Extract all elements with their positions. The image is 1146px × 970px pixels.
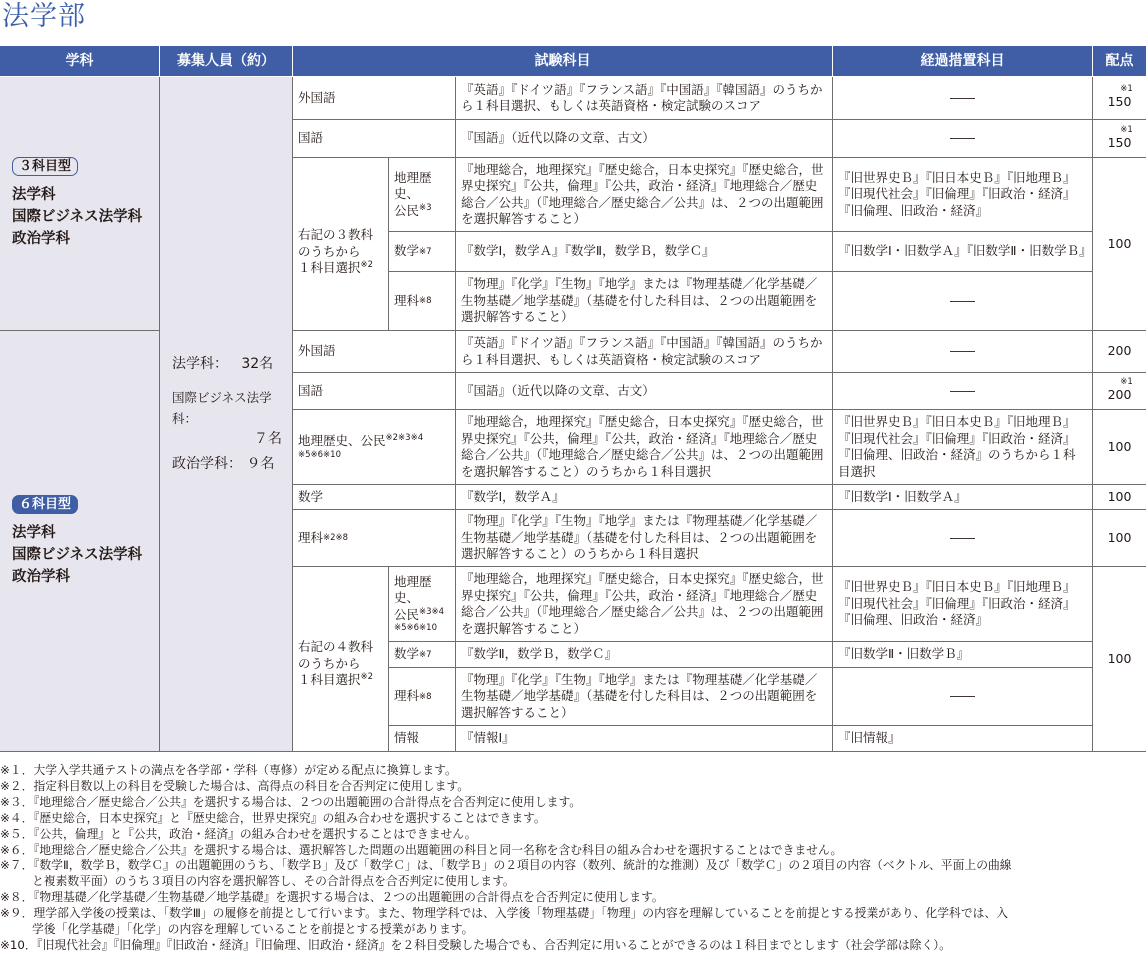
type6-geo-points: 100 (1093, 410, 1146, 485)
type6-group-geo-name (389, 567, 456, 642)
type3-badge: ３科目型 (12, 157, 78, 176)
type6-foreign-subject: 『英語』『ドイツ語』『フランス語』『中国語』『韓国語』のうちから１科目選択、もしくは英語資格・検定試験のスコア (456, 331, 833, 373)
type3-foreign-points-cell (1093, 77, 1146, 120)
type6-group-line3: １科目選択 (298, 672, 361, 688)
type6-group-math-label: 数学 (394, 646, 420, 662)
type6-group-science-label: 理科 (394, 688, 420, 704)
type6-foreign-name: 外国語 (293, 331, 456, 373)
type3-foreign-transitional: ―― (833, 77, 1093, 120)
type3-math-name: 数学 ※7 (389, 232, 456, 272)
type3-group-line2: のうちから (298, 243, 361, 259)
type6-group-geo-transitional: 『旧世界史Ｂ』『旧日本史Ｂ』『旧地理Ｂ』『旧現代社会』『旧倫理』『旧政治・経済』『旧倫理、旧政治・経済』 (833, 567, 1093, 642)
type6-geo-subject: 『地理総合，地理探究』『歴史総合，日本史探究』『歴史総合，世界史探究』『公共，倫理』『公共，政治・経済』『地理総合／歴史総合／公共』（『地理総合／歴史総合／公共』は、２つの出題範囲を選択解答すること）のうちから１科目選択 (456, 410, 833, 485)
type6-group-note: ※2 (360, 672, 374, 683)
type6-group-geo-note2: ※5※6※10 (394, 623, 437, 634)
footnote-3: ※３．『地理総合／歴史総合／公共』を選択する場合は、２つの出題範囲の合計得点を合否判定に使用します。 (0, 794, 582, 809)
type6-japanese-points-cell (1093, 373, 1146, 410)
type6-dept-cell (0, 331, 160, 752)
type3-science-name: 理科 ※8 (389, 272, 456, 331)
type6-math-name: 数学 (293, 485, 456, 510)
type6-group-math-subject: 『数学Ⅱ，数学Ｂ，数学Ｃ』 (456, 642, 833, 668)
type6-group-science-subject: 『物理』『化学』『生物』『地学』または『物理基礎／化学基礎／生物基礎／地学基礎』（基礎を付した科目は、２つの出題範囲を選択解答すること） (456, 668, 833, 726)
enrollment-pol-label: 政治学科： (172, 455, 242, 472)
type6-group-math-transitional: 『旧数学Ⅱ・旧数学Ｂ』 (833, 642, 1093, 668)
type3-dept-intl: 国際ビジネス法学科 (12, 209, 143, 225)
type6-geo-label: 地理歴史、公民 (298, 433, 386, 449)
type3-science-subject: 『物理』『化学』『生物』『地学』または『物理基礎／化学基礎／生物基礎／地学基礎』（基礎を付した科目は、２つの出題範囲を選択解答すること） (456, 272, 833, 331)
type3-group-line3: １科目選択 (298, 260, 361, 276)
type6-group-geo-name1: 地理歴史、 (394, 573, 432, 606)
footnotes (0, 763, 1146, 954)
footnote-2: ※２．指定科目数以上の科目を受験した場合は、高得点の科目を合否判定に使用します。 (0, 778, 470, 793)
footnote-9: ※９．理学部入学後の授業は、「数学Ⅲ」の履修を前提として行います。また、物理学科では、入学後「物理基礎」「物理」の内容を理解していることを前提とする授業があり、化学科では、入 (0, 906, 1009, 921)
type3-group-note: ※2 (360, 260, 374, 271)
type6-group-info-name: 情報 (389, 726, 456, 752)
header-dept: 学科 (0, 46, 160, 77)
type6-geo-name-wrap (298, 433, 423, 450)
type3-math-label: 数学 (394, 243, 420, 259)
type6-group-geo-name2-wrap (394, 607, 444, 624)
exam-subjects-table (0, 46, 1146, 752)
type3-group-line1: 右記の３教科 (298, 227, 374, 243)
type3-foreign-subject: 『英語』『ドイツ語』『フランス語』『中国語』『韓国語』のうちから１科目選択、もしくは英語資格・検定試験のスコア (456, 77, 833, 120)
type3-geo-name (389, 158, 456, 232)
type6-foreign-points: 200 (1093, 331, 1146, 373)
enrollment-law-label: 法学科： (172, 355, 228, 372)
header-subjects: 試験科目 (293, 46, 833, 77)
type3-dept-law: 法学科 (12, 187, 56, 203)
footnote-7-cont: と複素数平面）のうち３項目の内容を選択解答し、その合計得点を合否判定に使用します。 (32, 874, 515, 889)
type3-geo-note: ※3 (419, 202, 432, 213)
footnote-10: ※10．『旧現代社会』『旧倫理』『旧政治・経済』『旧倫理、旧政治・経済』を２科目受験した場合でも、合否判定に用いることができるのは１科目までとします（社会学部は除く）。 (0, 937, 951, 952)
footnote-7: ※７．『数学Ⅱ，数学Ｂ，数学Ｃ』の出題範囲のうち、「数学Ｂ」及び「数学Ｃ」は、「数学Ｂ」の２項目の内容（数列、統計的な推測）及び「数学Ｃ」の２項目の内容（ベクトル、平面上の曲線 (0, 858, 1012, 873)
header-enrollment: 募集人員（約） (160, 46, 293, 77)
type3-math-subject: 『数学Ⅰ，数学Ａ』『数学Ⅱ，数学Ｂ，数学Ｃ』 (456, 232, 833, 272)
header-transitional: 経過措置科目 (833, 46, 1093, 77)
type6-group-geo-note: ※3※4 (419, 606, 445, 617)
type6-group-line2: のうちから (298, 655, 361, 671)
type6-group-geo-name2: 公民 (394, 606, 420, 622)
type6-geo-transitional: 『旧世界史Ｂ』『旧日本史Ｂ』『旧地理Ｂ』『旧現代社会』『旧倫理』『旧政治・経済』『旧倫理、旧政治・経済』のうちから１科目選択 (833, 410, 1093, 485)
type3-science-label: 理科 (394, 292, 420, 308)
type6-science-subject: 『物理』『化学』『生物』『地学』または『物理基礎／化学基礎／生物基礎／地学基礎』（基礎を付した科目は、２つの出題範囲を選択解答すること）のうちから１科目選択 (456, 510, 833, 567)
type6-geo-name (293, 410, 456, 485)
type3-geo-name1: 地理歴史、 (394, 169, 432, 202)
enrollment-law-value: 32名 (241, 355, 274, 372)
footnote-5: ※５．『公共，倫理』と『公共，政治・経済』の組み合わせを選択することはできません。 (0, 826, 477, 841)
type3-science-transitional: ―― (833, 272, 1093, 331)
type3-japanese-note: ※1 (1120, 124, 1133, 135)
type6-group-info-transitional: 『旧情報』 (833, 726, 1093, 752)
type3-japanese-subject: 『国語』（近代以降の文章、古文） (456, 120, 833, 158)
footnote-8: ※８．『物理基礎／化学基礎／生物基礎／地学基礎』を選択する場合は、２つの出題範囲の合計得点を合否判定に使用します。 (0, 890, 664, 905)
type6-group-line1: 右記の４教科 (298, 639, 374, 655)
type6-science-transitional: ―― (833, 510, 1093, 567)
type6-japanese-note: ※1 (1120, 377, 1133, 388)
header-points: 配点 (1093, 46, 1146, 77)
footnote-1: ※１．大学入学共通テストの満点を各学部・学科（専修）が定める配点に換算します。 (0, 763, 457, 777)
type6-dept-intl: 国際ビジネス法学科 (12, 546, 143, 563)
type6-group-label (293, 567, 389, 752)
type3-geo-name2-wrap (394, 203, 432, 220)
footnote-4: ※４．『歴史総合，日本史探究』と『歴史総合，世界史探究』の組み合わせを選択することはできます。 (0, 810, 546, 825)
type3-math-transitional: 『旧数学Ⅰ・旧数学Ａ』『旧数学Ⅱ・旧数学Ｂ』 (833, 232, 1093, 272)
type6-geo-note: ※2※3※4 (385, 433, 424, 444)
type6-japanese-transitional: ―― (833, 373, 1093, 410)
type3-japanese-points: 150 (1107, 134, 1132, 150)
type3-group-points: 100 (1093, 158, 1146, 331)
type6-math-subject: 『数学Ⅰ，数学Ａ』 (456, 485, 833, 510)
type6-math-points: 100 (1093, 485, 1146, 510)
type3-group-line3-wrap (298, 260, 373, 277)
footnote-6: ※６．『地理総合／歴史総合／公共』を選択する場合は、選択解答した問題の出題範囲の科目と同一名称を含む科目の組み合わせを選択することはできません。 (0, 842, 843, 857)
page-title: 法学部 (2, 1, 86, 32)
enrollment-pol (172, 454, 282, 475)
type6-science-label: 理科 (298, 529, 324, 545)
type6-group-science-transitional: ―― (833, 668, 1093, 726)
type6-dept-pol: 政治学科 (12, 568, 70, 585)
type3-geo-name2: 公民 (394, 202, 420, 218)
type3-japanese-name: 国語 (293, 120, 456, 158)
enrollment-cell (160, 77, 293, 752)
type6-group-science-name: 理科 ※8 (389, 668, 456, 726)
type6-science-name: 理科 ※2※8 (293, 510, 456, 567)
type6-group-math-name: 数学 ※7 (389, 642, 456, 668)
type6-math-transitional: 『旧数学Ⅰ・旧数学Ａ』 (833, 485, 1093, 510)
type6-foreign-transitional: ―― (833, 331, 1093, 373)
type3-foreign-note: ※1 (1120, 84, 1133, 95)
type3-dept-pol: 政治学科 (12, 231, 70, 247)
type3-geo-transitional: 『旧世界史Ｂ』『旧日本史Ｂ』『旧地理Ｂ』『旧現代社会』『旧倫理』『旧政治・経済』『旧倫理、旧政治・経済』 (833, 158, 1093, 232)
type6-group-info-subject: 『情報Ⅰ』 (456, 726, 833, 752)
type3-japanese-transitional: ―― (833, 120, 1093, 158)
type3-japanese-points-cell (1093, 120, 1146, 158)
type6-dept-law: 法学科 (12, 524, 56, 541)
type3-geo-subject: 『地理総合，地理探究』『歴史総合，日本史探究』『歴史総合，世界史探究』『公共，倫理』『公共，政治・経済』『地理総合／歴史総合／公共』（『地理総合／歴史総合／公共』は、２つの出題範囲を選択解答すること） (456, 158, 833, 232)
enrollment-pol-value: ９名 (246, 455, 275, 472)
type6-japanese-name: 国語 (293, 373, 456, 410)
type6-japanese-subject: 『国語』（近代以降の文章、古文） (456, 373, 833, 410)
type3-group-label (293, 158, 389, 331)
type3-dept-cell (0, 77, 160, 331)
type6-group-line3-wrap (298, 672, 373, 689)
type6-japanese-points: 200 (1107, 387, 1132, 403)
footnote-9-cont: 学後「化学基礎」「化学」の内容を理解していることを前提とする授業があります。 (32, 922, 474, 937)
type6-geo-note2: ※5※6※10 (298, 449, 341, 460)
type3-foreign-name: 外国語 (293, 77, 456, 120)
type6-group-geo-subject: 『地理総合，地理探究』『歴史総合，日本史探究』『歴史総合，世界史探究』『公共，倫理』『公共，政治・経済』『地理総合／歴史総合／公共』（『地理総合／歴史総合／公共』は、２つの出題範囲を選択解答すること） (456, 567, 833, 642)
type3-foreign-points: 150 (1107, 94, 1132, 110)
enrollment-law (172, 354, 282, 375)
type6-badge: ６科目型 (12, 495, 78, 514)
type6-group-points: 100 (1093, 567, 1146, 752)
type6-science-points: 100 (1093, 510, 1146, 567)
enrollment-intl-label: 国際ビジネス法学科： (172, 389, 272, 426)
enrollment-intl-value: ７名 (254, 430, 282, 447)
